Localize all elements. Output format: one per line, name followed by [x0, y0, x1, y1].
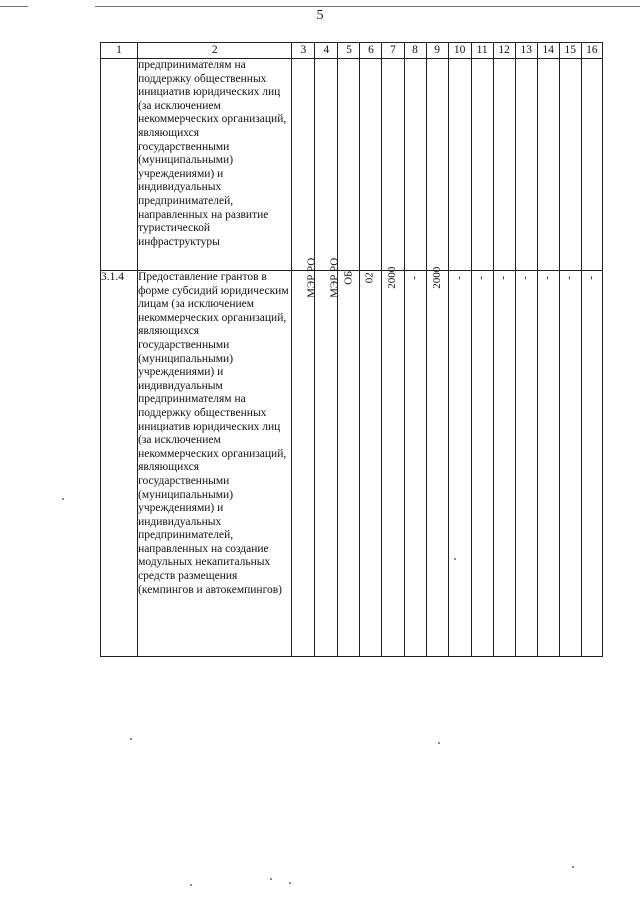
cell-value: - — [452, 275, 465, 280]
scan-speck — [438, 742, 440, 744]
scan-speck — [62, 498, 64, 500]
responsible-executor: МЭР РО — [305, 257, 318, 298]
table-cell — [315, 257, 341, 657]
table-cell — [292, 257, 318, 657]
table-row — [101, 271, 603, 657]
table-cell — [559, 59, 581, 271]
column-header: 4 — [315, 43, 338, 59]
table-cell — [448, 271, 471, 657]
table-cell — [360, 59, 382, 271]
column-header: 12 — [493, 43, 515, 59]
table-cell — [581, 271, 602, 657]
table-cell — [493, 271, 515, 657]
participant: МЭР РО — [328, 257, 341, 298]
row-number — [101, 59, 138, 271]
table-cell — [493, 59, 515, 271]
column-header: 2 — [138, 43, 292, 59]
column-header: 9 — [426, 43, 448, 59]
column-header: 7 — [382, 43, 404, 59]
scan-artifact — [0, 6, 28, 7]
table-cell — [537, 59, 559, 271]
table-cell — [448, 59, 471, 271]
cell-value: - — [519, 275, 532, 280]
table-cell — [471, 59, 493, 271]
column-header: 10 — [448, 43, 471, 59]
column-header: 8 — [404, 43, 426, 59]
scan-speck — [572, 866, 574, 868]
cell-value: - — [541, 275, 554, 280]
column-header: 11 — [471, 43, 493, 59]
scan-speck — [289, 882, 291, 884]
scan-speck — [130, 738, 132, 740]
header-row — [101, 43, 603, 59]
table-cell — [426, 266, 448, 657]
table-cell — [382, 266, 404, 657]
row-description: предпринимателям на поддержку общественных инициатив юридических лиц (за исключением некоммерческих организаций, являющихся государственными (муниципальными) учреждениями) и индивидуальных предпринимателей, направленных на развитие туристической инфраструктуры — [138, 59, 292, 271]
scan-artifact — [95, 6, 640, 7]
column-header: 3 — [292, 43, 315, 59]
column-header: 16 — [581, 43, 602, 59]
cell-value: - — [475, 275, 488, 280]
scan-speck — [190, 884, 192, 886]
column-header: 1 — [101, 43, 138, 59]
table-cell — [338, 271, 360, 657]
table-cell — [559, 271, 581, 657]
cell-value: - — [585, 275, 598, 280]
table-cell — [315, 59, 338, 271]
scan-speck — [454, 558, 456, 560]
column-header: 5 — [338, 43, 360, 59]
cell-value: - — [563, 275, 576, 280]
row-number: 3.1.4 — [101, 271, 138, 657]
cell-value: - — [497, 275, 510, 280]
cell-value: 02 — [364, 272, 377, 284]
column-header: 15 — [559, 43, 581, 59]
funding-source: ОБ — [342, 270, 355, 285]
cell-value: 2000 — [430, 266, 443, 289]
table-cell — [515, 271, 537, 657]
table-cell — [404, 271, 426, 657]
table-cell — [292, 59, 315, 271]
table-cell — [537, 271, 559, 657]
cell-value: 2000 — [386, 266, 399, 289]
column-header: 14 — [537, 43, 559, 59]
table-cell — [515, 59, 537, 271]
scan-speck — [270, 878, 272, 880]
table-cell — [338, 59, 360, 271]
page-number: 5 — [316, 8, 324, 23]
table-cell — [404, 59, 426, 271]
table-cell — [471, 271, 493, 657]
cell-value: - — [408, 275, 421, 280]
table-cell — [426, 59, 448, 271]
column-header: 13 — [515, 43, 537, 59]
table-cell — [581, 59, 602, 271]
row-description: Предоставление грантов в форме субсидий юридическим лицам (за исключением некоммерческих организаций, являющихся государственными (муниципальными) учреждениями) и индивидуальным предпринимателям на поддержку общественных инициатив юридических лиц (за исключением некоммерческих организаций, являющихся государственными (муниципальными) учреждениями) и индивидуальных предпринимателей, направленных на создание модульных некапитальных средств размещения (кемпингов и автокемпингов) — [138, 271, 292, 657]
table-cell — [360, 271, 382, 657]
column-header: 6 — [360, 43, 382, 59]
table-row — [101, 59, 603, 271]
budget-table — [100, 42, 603, 657]
table-cell — [382, 59, 404, 271]
